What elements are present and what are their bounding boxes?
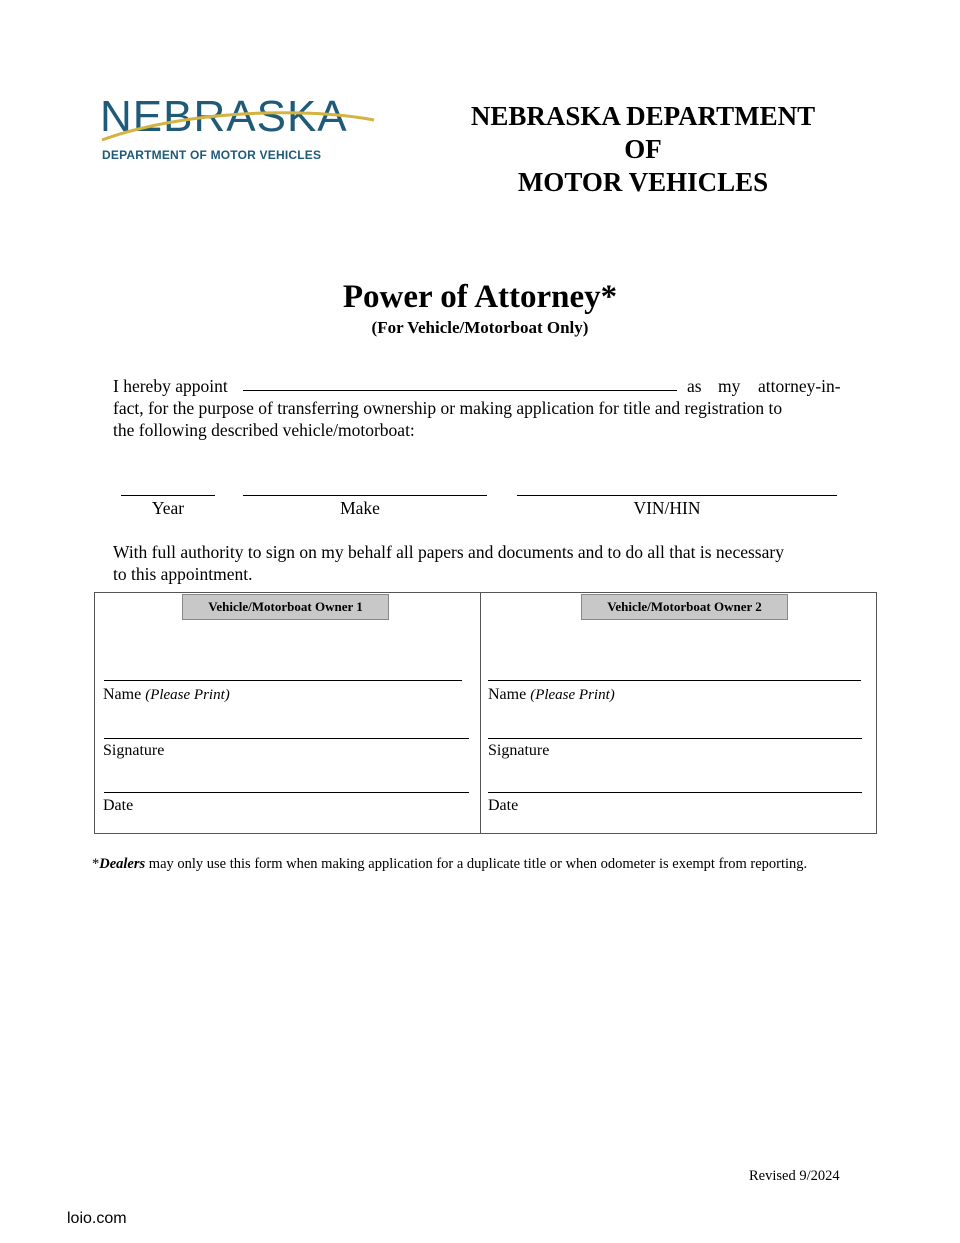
agency-heading-line1: NEBRASKA DEPARTMENT [470,101,816,131]
logo-tagline: DEPARTMENT OF MOTOR VEHICLES [102,148,322,162]
dealer-footnote [92,856,807,873]
owner1-signature-label: Signature [103,742,165,759]
owner1-date-label: Date [103,797,134,814]
owner2-name-field[interactable] [488,680,861,681]
owner-signature-table [94,592,877,834]
vin-hin-field[interactable] [517,495,837,496]
owner2-signature-field[interactable] [488,738,862,739]
form-subtitle: (For Vehicle/Motorboat Only) [371,318,589,337]
authority-line2: to this appointment. [113,564,253,584]
make-field[interactable] [243,495,487,496]
make-label: Make [340,498,380,518]
owner2-header: Vehicle/Motorboat Owner 2 [581,594,788,620]
appoint-prefix: I hereby appoint [113,376,228,396]
table-divider [480,593,481,833]
year-field[interactable] [121,495,215,496]
appoint-suffix-my: my [718,376,741,396]
attorney-name-field[interactable] [243,390,677,391]
revision-date: Revised 9/2024 [749,1168,840,1184]
owner1-date-field[interactable] [104,792,469,793]
owner1-name-field[interactable] [104,680,462,681]
appoint-line2: fact, for the purpose of transferring ownership or making application for title and registration to [113,398,783,418]
owner1-header: Vehicle/Motorboat Owner 1 [182,594,389,620]
nebraska-dmv-logo [98,92,388,172]
owner1-name-label: Name (Please Print) [103,686,230,703]
owner2-name-label: Name (Please Print) [488,686,615,703]
owner2-date-label: Date [488,797,519,814]
authority-line1: With full authority to sign on my behalf all papers and documents and to do all that is necessary [113,542,784,562]
owner2-signature-label: Signature [488,742,550,759]
logo-swoosh-icon [98,92,388,152]
vin-hin-label: VIN/HIN [633,498,701,518]
agency-heading-line2: OF [624,134,662,164]
form-title: Power of Attorney* [342,279,618,315]
footnote-star: * [92,856,100,872]
footnote-text: may only use this form when making application for a duplicate title or when odometer is exempt from reporting. [145,856,808,872]
owner2-date-field[interactable] [488,792,862,793]
logo-wordmark: NEBRASKA [100,92,348,141]
appoint-line3: the following described vehicle/motorboat: [113,420,415,440]
owner1-signature-field[interactable] [104,738,469,739]
agency-heading-line3: MOTOR VEHICLES [517,167,769,197]
owner2-name-hint: (Please Print) [530,687,615,703]
year-label: Year [151,498,185,518]
appoint-suffix-attorney: attorney-in- [758,376,841,396]
site-watermark: loio.com [67,1210,127,1227]
appoint-suffix-as: as [687,376,702,396]
owner1-name-hint: (Please Print) [145,687,230,703]
footnote-emphasis: Dealers [99,856,146,872]
